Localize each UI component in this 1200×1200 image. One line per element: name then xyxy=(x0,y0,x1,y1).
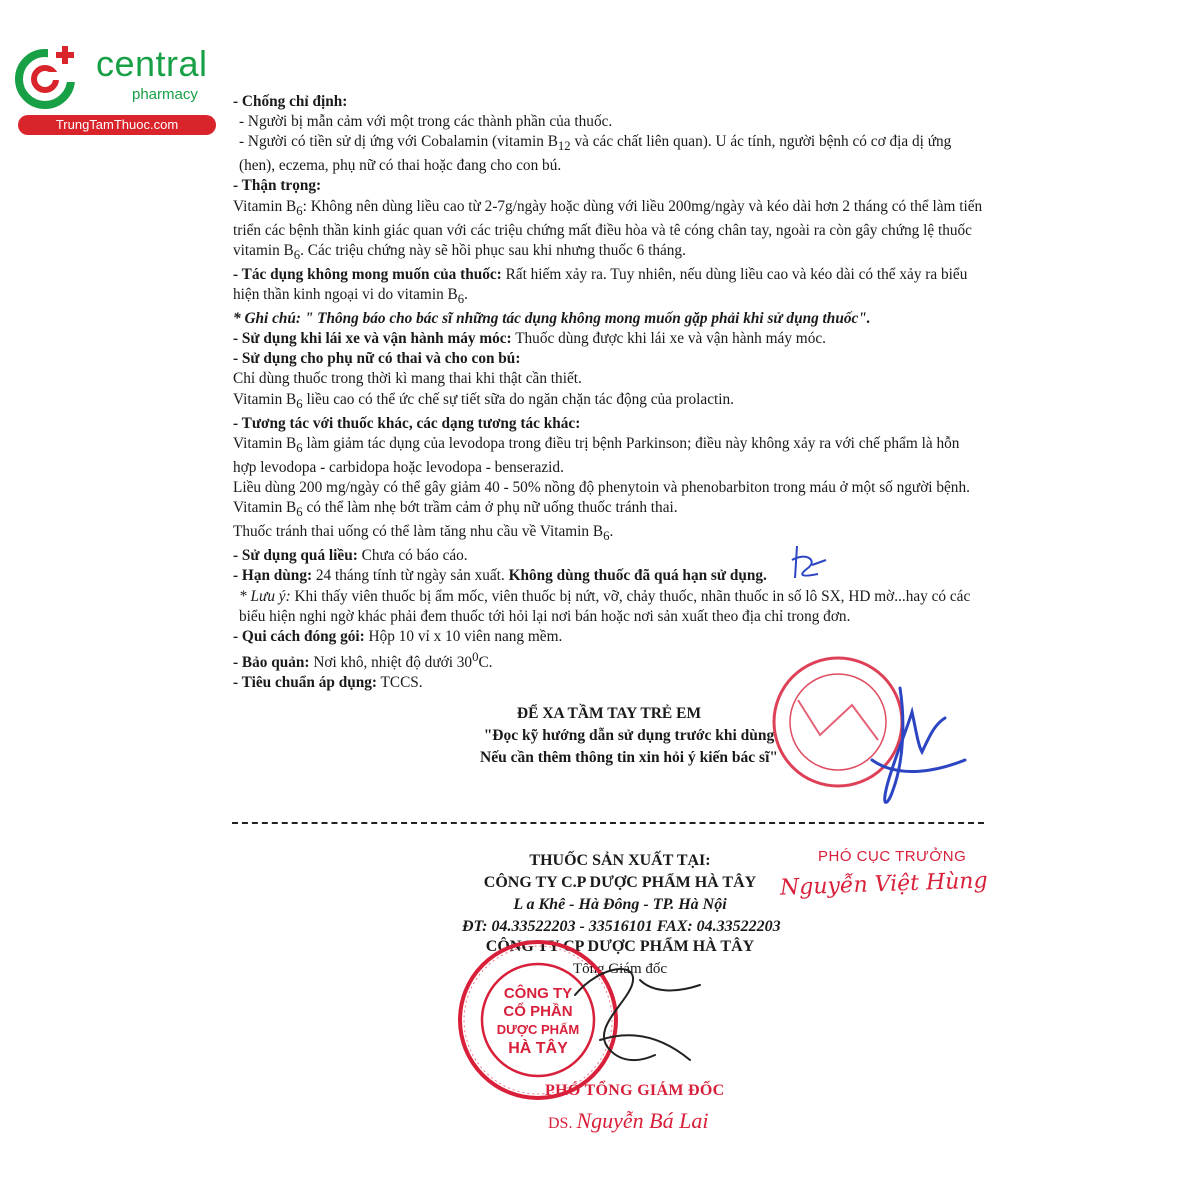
leaflet-body xyxy=(233,92,985,769)
contra-heading: - Chống chỉ định: xyxy=(233,93,348,110)
stamp-line-1: CÔNG TY xyxy=(503,985,573,1002)
pregnancy-heading: - Sử dụng cho phụ nữ có thai và cho con bú: xyxy=(233,350,521,368)
standard-text: - Tiêu chuẩn áp dụng: TCCS. xyxy=(233,674,423,691)
note-text: * Ghi chú: " Thông báo cho bác sĩ những tác dụng không mong muốn gặp phải khi sử dụng thuốc". xyxy=(233,310,871,328)
dashed-divider xyxy=(232,822,984,824)
brand-url: TrungTamThuoc.com xyxy=(18,115,216,135)
made-by-label: THUỐC SẢN XUẤT TẠI: xyxy=(529,852,711,869)
expiry-text: - Hạn dùng: 24 tháng tính từ ngày sản xuất. Không dùng thuốc đã quá hạn sử dụng. xyxy=(233,567,767,585)
central-pharmacy-logo-icon xyxy=(12,42,82,112)
storage-caution-text: * Lưu ý: Khi thấy viên thuốc bị ẩm mốc, viên thuốc bị nứt, vỡ, chảy thuốc, nhãn thuốc in số lô SX, HD mờ...hay có các biểu hiện nghi ngờ khác phải đem thuốc tới hỏi lại nơi bán hoặc nơi sản xuất theo địa chỉ trong đơn. xyxy=(239,587,971,625)
director-signature xyxy=(575,969,700,1060)
warning-read-instructions: "Đọc kỹ hướng dẫn sử dụng trước khi dùng xyxy=(483,727,775,745)
storage-text: - Bảo quản: Nơi khô, nhiệt độ dưới $30^0C$. xyxy=(233,649,493,671)
warning-block xyxy=(233,703,985,769)
caution-text: Vitamin $B_6$: Không nên dùng liều cao từ 2-7g/ngày hoặc dùng với liều 200mg/ngày và kéo dài hơn 2 tháng có thể làm tiến triển các bệnh thần kinh giác quan với các triệu chứng mất điều hòa và tê cóng chân tay, ngoài ra còn gây chứng lệ thuốc vitamin $B_6$. Các triệu chứng này sẽ hồi phục sau khi nhưng thuốc 6 tháng. xyxy=(233,197,983,262)
brand-subtitle: pharmacy xyxy=(132,86,198,103)
warning-ask-doctor: Nếu cần thêm thông tin xin hỏi ý kiến bác sĩ" xyxy=(480,749,778,767)
overdose-text: - Sử dụng quá liều: Chưa có báo cáo. xyxy=(233,547,468,565)
interaction-line-1: Vitamin $B_6$ làm giảm tác dụng của levodopa trong điều trị bệnh Parkinson; điều này không xảy ra với chế phẩm là hỗn hợp levodopa - carbidopa hoặc levodopa - benserazid. xyxy=(233,434,960,476)
pregnancy-line-1: Chỉ dùng thuốc trong thời kì mang thai khi thật cần thiết. xyxy=(233,370,582,388)
brand-logo xyxy=(10,38,215,138)
packaging-text: - Qui cách đóng gói: Hộp 10 vỉ x 10 viên nang mềm. xyxy=(233,627,563,645)
company-name-signature: CÔNG TY CP DƯỢC PHẨM HÀ TÂY xyxy=(485,938,755,955)
company-name: CÔNG TY C.P DƯỢC PHẨM HÀ TÂY xyxy=(483,874,757,891)
deputy-director-name: DS. Nguyễn Bá Lai xyxy=(548,1108,709,1133)
company-phone: ĐT: 04.33522203 - 33516101 FAX: 04.33522203 xyxy=(462,918,781,935)
stamp-line-3: DƯỢC PHẨM xyxy=(496,1022,580,1037)
company-address: L a Khê - Hà Đông - TP. Hà Nội xyxy=(513,896,727,913)
stamp-line-2: CỔ PHẦN xyxy=(503,1003,573,1020)
interaction-line-3: Vitamin $B_6$ có thể làm nhẹ bớt trầm cảm ở phụ nữ uống thuốc tránh thai. xyxy=(233,499,678,520)
approval-title: PHÓ CỤC TRƯỞNG xyxy=(818,848,967,865)
manufacturer-block xyxy=(430,850,810,980)
approval-name: Nguyễn Việt Hùng xyxy=(779,868,988,901)
director-title: Tổng Giám đốc xyxy=(572,961,668,977)
stamp-line-4: HÀ TÂY xyxy=(508,1040,568,1057)
driving-text: - Sử dụng khi lái xe và vận hành máy móc: Thuốc dùng được khi lái xe và vận hành máy móc. xyxy=(233,330,826,348)
brand-name: central xyxy=(96,43,208,84)
contra-line-2: - Người có tiền sử dị ứng với Cobalamin (vitamin $B_{12}$ và các chất liên quan). U ác tính, người bệnh có cơ địa dị ứng (hen), eczema, phụ nữ có thai hoặc đang cho con bú. xyxy=(239,133,952,175)
pregnancy-line-2: Vitamin $B_6$ liều cao có thể ức chế sự tiết sữa do ngăn chặn tác động của prolactin. xyxy=(233,390,734,411)
company-stamp-text xyxy=(497,984,580,1057)
interaction-line-2: Liều dùng 200 mg/ngày có thể gây giảm 40 - 50% nồng độ phenytoin và phenobarbiton trong máu ở một số người bệnh. xyxy=(233,478,970,496)
interaction-heading: - Tương tác với thuốc khác, các dạng tương tác khác: xyxy=(233,414,581,432)
contra-line-1: - Người bị mẫn cảm với một trong các thành phần của thuốc. xyxy=(239,113,613,131)
caution-heading: - Thận trọng: xyxy=(233,177,322,195)
warning-children: ĐỂ XA TẦM TAY TRẺ EM xyxy=(516,705,702,723)
interaction-line-4: Thuốc tránh thai uống có thể làm tăng nhu cầu về Vitamin $B_6$. xyxy=(233,523,614,544)
deputy-director-title: PHÓ TỔNG GIÁM ĐỐC xyxy=(545,1082,725,1099)
adverse-text: - Tác dụng không mong muốn của thuốc: Rất hiếm xảy ra. Tuy nhiên, nếu dùng liều cao và kéo dài có thể xảy ra biểu hiện thần kinh ngoại vi do vitamin $B_6$. xyxy=(233,265,968,307)
